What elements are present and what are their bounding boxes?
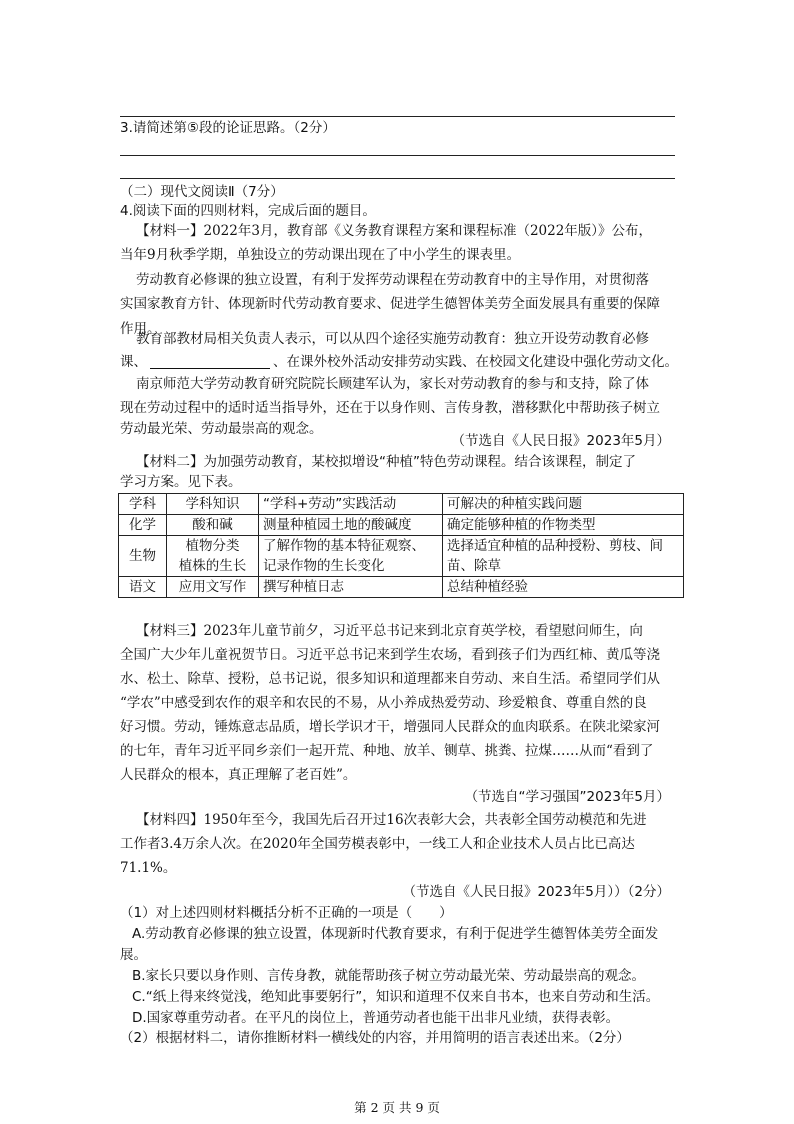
table-row [119,577,684,598]
table-header-cell: “学科+劳动”实践活动 [259,494,443,515]
study-plan-table [118,493,684,598]
table-cell-knowledge: 酸和碱 [167,515,259,536]
answer-line[interactable] [120,178,675,179]
material2-line: 学习方案。见下表。 [120,474,242,490]
table-cell-activity: 测量种植园土地的酸碱度 [259,515,443,536]
cell-line: 植物分类 [185,538,240,554]
material1-line: 南京师范大学劳动教育研究院院长顾建军认为，家长对劳动教育的参与和支持，除了体 [136,376,649,392]
table-header-row [119,494,684,515]
material3-line: 【材料三】2023年儿童节前夕，习近平总书记来到北京育英学校，看望慰问师生，向 [136,623,643,639]
table-cell-subject: 语文 [119,577,167,598]
cell-line: 了解作物的基本特征观察、 [263,538,425,554]
material1-source: （节选自《人民日报》2023年5月） [451,433,670,449]
material2-line: 【材料二】为加强劳动教育，某校拟增设“种植”特色劳动课程。结合该课程，制定了 [136,454,636,470]
material1-line: 劳动最光荣、劳动最崇高的观念。 [120,421,323,437]
material3-line: 好习惯。劳动，锤炼意志品质，增长学识才干，增强同人民群众的血肉联系。在陕北梁家河 [120,719,660,735]
option-b[interactable]: B.家长只要以身作则、言传身教，就能帮助孩子树立劳动最光荣、劳动最崇高的观念。 [132,968,646,984]
material1-line: 劳动教育必修课的独立设置，有利于发挥劳动课程在劳动教育中的主导作用，对贯彻落 [136,272,649,288]
fill-in-blank[interactable] [150,354,270,369]
material1-line: 现在劳动过程中的适时适当指导外，还在于以身作则、言传身教，潜移默化中帮助孩子树立 [120,400,660,416]
material3-line: 人民群众的根本，真正理解了老百姓”。 [120,767,357,783]
table-cell-activity: 撰写种植日志 [259,577,443,598]
material1-text: 、在课外校外活动安排劳动实践、在校园文化建设中强化劳动文化。 [273,354,678,370]
material3-line: 的七年，青年习近平同乡亲们一起开荒、种地、放羊、铡草、挑粪、拉煤……从而“看到了 [120,743,654,759]
cell-line: 植株的生长 [178,558,247,574]
material4-line: 工作者3.4万余人次。在2020年全国劳模表彰中，一线工人和企业技术人员占比已高达 [120,836,635,852]
table-cell-subject: 生物 [119,536,167,577]
material4-source: （节选自《人民日报》2023年5月））（2分） [402,884,670,900]
question-4-2-stem: （2）根据材料二，请你推断材料一横线处的内容，并用简明的语言表述出来。（2分） [120,1030,630,1046]
material1-text: 课、 [120,354,147,370]
table-cell-activity [259,536,443,577]
material3-line: 全国广大少年儿童祝贺节日。习近平总书记来到学生农场，看到孩子们为西红柿、黄瓜等浇 [120,647,660,663]
material3-line: “学农”中感受到农作的艰辛和农民的不易，从小养成热爱劳动、珍爱粮食、尊重自然的良 [120,695,647,711]
table-cell-problem: 确定能够种植的作物类型 [443,515,684,536]
table-header-cell: 可解决的种植实践问题 [443,494,684,515]
table-cell-problem [443,536,684,577]
cell-line: 记录作物的生长变化 [263,558,385,574]
section-heading: （二）现代文阅读Ⅱ（7分） [120,184,284,200]
cell-line: 苗、除草 [447,558,501,574]
table-row [119,536,684,577]
option-a[interactable]: A.劳动教育必修课的独立设置，体现新时代教育要求，有利于促进学生德智体美劳全面发 [132,926,659,942]
option-c[interactable]: C.“纸上得来终觉浅，绝知此事要躬行”，知识和道理不仅来自书本，也来自劳动和生活。 [132,989,660,1005]
answer-rule [120,116,675,117]
material4-line: 【材料四】1950年至今，我国先后召开过16次表彰大会，共表彰全国劳动模范和先进 [136,812,647,828]
table-cell-problem: 总结种植经验 [443,577,684,598]
question-3: 3.请简述第⑤段的论证思路。（2分） [120,120,336,136]
question-4-intro: 4.阅读下面的四则材料，完成后面的题目。 [120,203,376,219]
table-cell-knowledge: 应用文写作 [167,577,259,598]
material1-line: 当年9月秋季学期，单独设立的劳动课出现在了中小学生的课表里。 [120,247,521,263]
material3-line: 水、松土、除草、授粉，总书记说，很多知识和道理都来自劳动、来自生活。希望同学们从 [120,671,660,687]
table-header-cell: 学科 [119,494,167,515]
cell-line: 选择适宜种植的品种授粉、剪枝、间 [447,538,663,554]
material1-line: 实国家教育方针、体现新时代劳动教育要求、促进学生德智体美劳全面发展具有重要的保障 [120,296,660,312]
table-row [119,515,684,536]
option-d[interactable]: D.国家尊重劳动者。在平凡的岗位上，普通劳动者也能干出非凡业绩，获得表彰。 [132,1010,620,1026]
option-a-cont: 展。 [120,947,147,963]
material1-line: 教育部教材局相关负责人表示，可以从四个途径实施劳动教育：独立开设劳动教育必修 [136,331,649,347]
question-4-1-stem: （1）对上述四则材料概括分析不正确的一项是（ ） [120,905,453,921]
page-footer: 第 2 页 共 9 页 [354,1100,440,1115]
table-cell-knowledge [167,536,259,577]
material1-line-with-blank [120,352,680,372]
material1-line: 【材料一】2022年3月，教育部《义务教育课程方案和课程标准（2022年版）》公布， [136,223,653,239]
material3-source: （节选自“学习强国”2023年5月） [464,789,670,805]
table-cell-subject: 化学 [119,515,167,536]
material4-line: 71.1%。 [120,860,177,876]
answer-line[interactable] [120,155,675,156]
material1-line: 作用。 [120,321,161,337]
table-header-cell: 学科知识 [167,494,259,515]
